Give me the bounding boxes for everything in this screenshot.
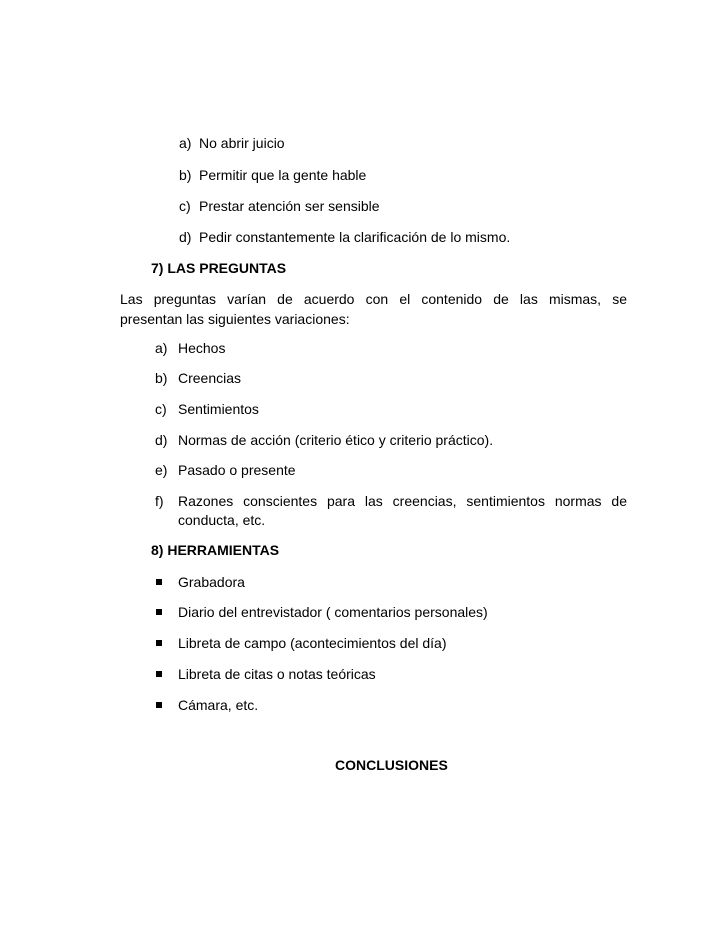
section-heading: 7) LAS PREGUNTAS — [151, 260, 287, 276]
list-item: Hechos — [178, 340, 226, 356]
list-marker: c) — [179, 198, 191, 214]
square-bullet-icon — [156, 579, 162, 585]
list-item: Permitir que la gente hable — [199, 167, 367, 183]
paragraph-line: Las preguntas varían de acuerdo con el contenido de las mismas, se — [120, 291, 627, 307]
square-bullet-icon — [156, 609, 162, 615]
square-bullet-icon — [156, 640, 162, 646]
list-marker: d) — [179, 229, 192, 245]
list-marker: c) — [155, 401, 167, 417]
list-marker: a) — [179, 135, 192, 151]
list-item: Sentimientos — [178, 401, 259, 417]
list-marker: b) — [155, 370, 168, 386]
list-item: Razones conscientes para las creencias, sentimientos normas de — [178, 493, 627, 509]
list-item: Pasado o presente — [178, 462, 296, 478]
list-item: Normas de acción (criterio ético y criterio práctico). — [178, 432, 494, 448]
paragraph-line: presentan las siguientes variaciones: — [120, 311, 350, 327]
conclusions-heading: CONCLUSIONES — [335, 757, 448, 773]
list-item: Grabadora — [178, 574, 245, 590]
list-marker: f) — [155, 493, 164, 509]
list-marker: a) — [155, 340, 168, 356]
section-heading: 8) HERRAMIENTAS — [151, 542, 280, 558]
list-item: No abrir juicio — [199, 135, 285, 151]
list-item-continuation: conducta, etc. — [178, 512, 266, 528]
list-item: Prestar atención ser sensible — [199, 198, 380, 214]
list-item: Cámara, etc. — [178, 697, 259, 713]
list-item: Creencias — [178, 370, 242, 386]
list-marker: d) — [155, 432, 168, 448]
list-marker: e) — [155, 462, 168, 478]
list-item: Libreta de campo (acontecimientos del día) — [178, 635, 447, 651]
list-item: Libreta de citas o notas teóricas — [178, 666, 376, 682]
square-bullet-icon — [156, 702, 162, 708]
list-item: Diario del entrevistador ( comentarios personales) — [178, 604, 488, 620]
list-item: Pedir constantemente la clarificación de lo mismo. — [199, 229, 511, 245]
list-marker: b) — [179, 167, 192, 183]
square-bullet-icon — [156, 671, 162, 677]
